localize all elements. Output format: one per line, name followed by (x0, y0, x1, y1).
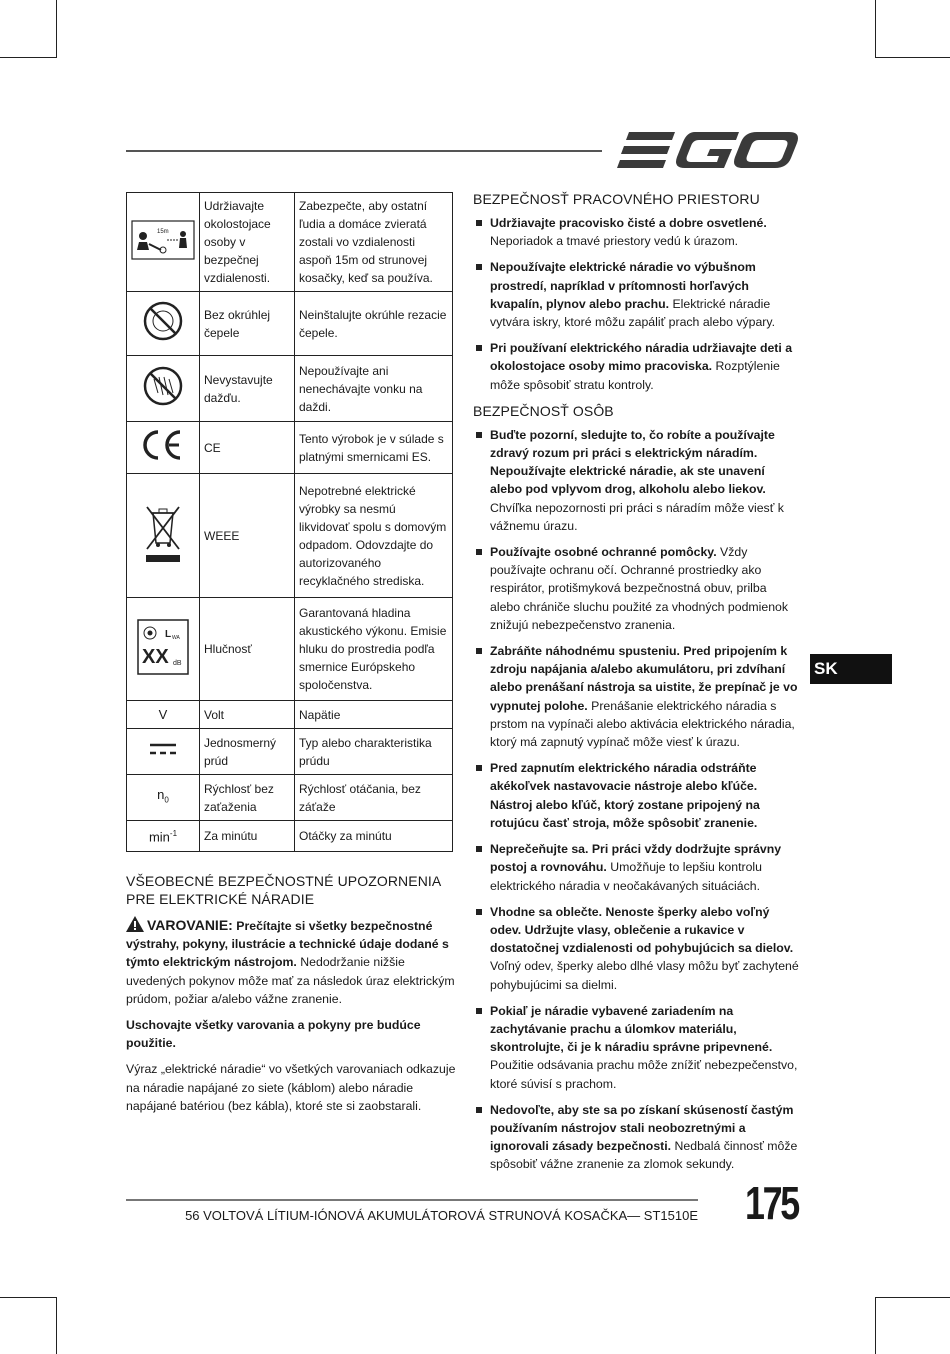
safety-right-column (473, 190, 800, 1182)
crop-mark (875, 0, 876, 58)
list-item-bold: Neprečeňujte sa. Pri práci vždy dodržujte správny postoj a rovnováhu. (490, 842, 782, 875)
symbol-description: Otáčky za minútu (295, 821, 453, 852)
crop-mark (56, 1297, 57, 1354)
list-item (473, 258, 800, 331)
warning-label: VAROVANIE: (147, 917, 233, 933)
symbol-label: CE (200, 422, 295, 474)
no-rain-icon (127, 356, 200, 422)
symbol-label: Jednosmerný prúd (200, 729, 295, 775)
list-item-text: Použitie odsávania prachu môže znížiť nebezpečenstvo, ktoré súvisí s prachom. (490, 1058, 798, 1091)
table-row (127, 292, 453, 356)
list-item-text: Elektrické náradie vytvára iskry, ktoré môžu zapáliť prach alebo výpary. (490, 296, 776, 330)
list-item (473, 543, 800, 634)
crop-mark (875, 1297, 950, 1298)
general-warnings-section (126, 872, 456, 1123)
svg-text:dB: dB (173, 659, 182, 667)
list-item-bold: Vhodne sa oblečte. Nenoste šperky alebo voľný odev. Udržujte vlasy, oblečenie a rukavice v dostatočnej vzdialenosti od pohybujúcich sa dielov. (490, 904, 794, 956)
section-heading: VŠEOBECNÉ BEZPEČNOSTNÉ UPOZORNENIA PRE ELEKTRICKÉ NÁRADIE (126, 873, 441, 907)
symbol-label: Rýchlosť bez zaťaženia (200, 775, 295, 821)
symbol-label: Za minútu (200, 821, 295, 852)
section-heading: BEZPEČNOSŤ OSÔB (473, 402, 614, 419)
table-row (127, 775, 453, 821)
list-item-bold: Nepoužívajte elektrické náradie vo výbušnom prostredí, napríklad v prítomnosti horľavých kvapalín, plynov alebo prachu. (490, 260, 756, 311)
symbol-description: Rýchlosť otáčania, bez záťaže (295, 775, 453, 821)
list-item-bold: Buďte pozorní, sledujte to, čo robíte a používajte zdravý rozum pri práci s elektrickým náradím. Nepoužívajte elektrické náradie, ak ste unavení alebo pod vplyvom drog, alkoholu alebo liekov. (490, 427, 775, 497)
symbol-table (126, 192, 453, 852)
list-item-text: Vždy používajte ochranu očí. Ochranné prostriedky ako respirátor, protišmyková bezpečnostná obuv, prilba alebo chrániče sluchu použité za vhodných podmienok znižujú nebezpečenstvo zranenia. (490, 545, 789, 632)
symbol-description: Typ alebo charakteristika prúdu (295, 729, 453, 775)
list-item (473, 1002, 800, 1093)
symbol-label: WEEE (200, 474, 295, 598)
page-number: 175 (745, 1177, 798, 1229)
table-row (127, 356, 453, 422)
list-item-bold: Udržiavajte pracovisko čisté a dobre osvetlené. (490, 216, 767, 230)
list-item-bold: Nedovoľte, aby ste sa po získaní skúseností častým používaním nástrojov stali neobozretnými a ignorovali zásady bezpečnosti. (490, 1102, 794, 1154)
section-heading: BEZPEČNOSŤ PRACOVNÉHO PRIESTORU (473, 191, 760, 207)
personal-safety-list (473, 426, 800, 1174)
warning-text: Nedodržanie nižšie uvedených pokynov môže mať za následok úraz elektrickým prúdom, požiar a/alebo vážne zranenie. (126, 955, 455, 1006)
table-row (127, 598, 453, 701)
crop-mark (875, 1297, 876, 1354)
symbol-label: Nevystavujte dažďu. (200, 356, 295, 422)
weee-bin-icon (127, 474, 200, 598)
table-row (127, 821, 453, 852)
ego-logo (617, 130, 799, 172)
work-area-list (473, 214, 800, 394)
list-item-text: Chvíľka nepozornosti pri práci s náradím môže viesť k vážnemu úrazu. (490, 500, 784, 533)
list-item-text: Prenášanie elektrického náradia s prstom na vypínači alebo aktivácia elektrického náradia, ktorý má zapnutý vypínač môže viesť k úrazu. (490, 698, 795, 750)
symbol-label: Bez okrúhlej čepele (200, 292, 295, 356)
list-item (473, 426, 800, 535)
ce-mark-icon (127, 422, 200, 474)
list-item-text: Umožňuje to lepšiu kontrolu elektrického náradia v neočakávaných situáciách. (490, 860, 763, 893)
symbol-description: Tento výrobok je v súlade s platnými smernicami ES. (295, 422, 453, 474)
footer-title: 56 VOLTOVÁ LÍTIUM-IÓNOVÁ AKUMULÁTOROVÁ STRUNOVÁ KOSAČKA— ST1510E (185, 1208, 698, 1223)
warning-paragraph (126, 916, 456, 1008)
svg-text:XX: XX (142, 645, 169, 668)
volt-icon: V (127, 701, 200, 729)
list-item (473, 339, 800, 394)
warning-bold-text: Prečítajte si všetky bezpečnostné výstrahy, pokyny, ilustrácie a technické údaje dodané s týmto elektrickým nástrojom. (126, 919, 449, 970)
list-item-text: Nedbalá činnosť môže spôsobiť vážne zranenie za zlomok sekundy. (490, 1139, 798, 1172)
crop-mark (56, 0, 57, 58)
footer-rule (126, 1199, 698, 1201)
list-item-bold: Pokiaľ je náradie vybavené zariadením na zachytávanie prachu a úlomkov materiálu, skontrolujte, či je k náradiu správne pripevnené. (490, 1003, 773, 1055)
symbol-description: Nepotrebné elektrické výrobky sa nesmú likvidovať spolu s domovým odpadom. Odovzdajte do autorizovaného recyklačného strediska. (295, 474, 453, 598)
list-item (473, 642, 800, 751)
list-item (473, 840, 800, 895)
crop-mark (875, 57, 950, 58)
keep-instructions: Uschovajte všetky varovania a pokyny pre budúce použitie. (126, 1018, 421, 1051)
keep-distance-icon (127, 193, 200, 292)
table-row (127, 422, 453, 474)
per-minute-icon: $\min^{-1}$ (127, 821, 200, 852)
no-circular-blade-icon (127, 292, 200, 356)
list-item-bold: Pri používaní elektrického náradia udržiavajte deti a okolostojace osoby mimo pracoviska. (490, 341, 793, 374)
symbol-label: Udržiavajte okolostojace osoby v bezpečnej vzdialenosti. (200, 193, 295, 292)
header-rule (126, 150, 602, 152)
crop-mark (0, 57, 57, 58)
no-load-speed-icon: $n_0$ (127, 775, 200, 821)
symbol-description: Nepoužívajte ani nenechávajte vonku na daždi. (295, 356, 453, 422)
symbol-description: Garantovaná hladina akustického výkonu. Emisie hluku do prostredia podľa smernice Európskeho spoločenstva. (295, 598, 453, 701)
list-item-bold: Používajte osobné ochranné pomôcky. (490, 545, 717, 560)
table-row (127, 729, 453, 775)
list-item (473, 759, 800, 832)
symbol-description: Neinštalujte okrúhle rezacie čepele. (295, 292, 453, 356)
svg-text:WA: WA (172, 634, 180, 641)
table-row (127, 193, 453, 292)
symbol-label: Hlučnosť (200, 598, 295, 701)
list-item-text: Voľný odev, šperky alebo dlhé vlasy môžu byť zachytené pohybujúcimi sa dielmi. (490, 959, 799, 992)
warning-triangle-icon (126, 916, 144, 932)
list-item-text: Rozptýlenie môže spôsobiť stratu kontroly. (490, 359, 780, 392)
table-row (127, 701, 453, 729)
list-item-bold: Pred zapnutím elektrického náradia odstráňte akékoľvek nastavovacie nástroje alebo kľúče. Nástroj alebo kľúč, ktorý zostane pripojený na rotujúcu časť stroja, môže spôsobiť zranenie. (490, 761, 760, 830)
list-item (473, 214, 800, 250)
svg-text:L: L (165, 628, 172, 640)
symbol-description: Napätie (295, 701, 453, 729)
language-tab: SK (810, 654, 892, 684)
symbol-label: Volt (200, 701, 295, 729)
list-item (473, 1101, 800, 1174)
symbol-description: Zabezpečte, aby ostatní ľudia a domáce zvieratá zostali vo vzdialenosti aspoň 15m od strunovej kosačky, keď sa používa. (295, 193, 453, 292)
svg-text:15m: 15m (157, 228, 169, 235)
table-row (127, 474, 453, 598)
noise-level-icon (127, 598, 200, 701)
definition-paragraph: Výraz „elektrické náradie“ vo všetkých varovaniach odkazuje na náradie napájané zo siete (káblom) alebo náradie napájané batériou (bez kábla), ktoré ste si zaobstarali. (126, 1062, 456, 1113)
list-item-bold: Zabráňte náhodnému spusteniu. Pred pripojením k zdroju napájania a/alebo akumulátoru, pri zdvíhaní alebo prenášaní nástroja sa uistite, že prepínač je vo vypnutej polohe. (490, 644, 798, 713)
direct-current-icon (127, 729, 200, 775)
list-item-text: Neporiadok a tmavé priestory vedú k úrazom. (490, 234, 739, 249)
crop-mark (0, 1297, 57, 1298)
list-item (473, 903, 800, 994)
